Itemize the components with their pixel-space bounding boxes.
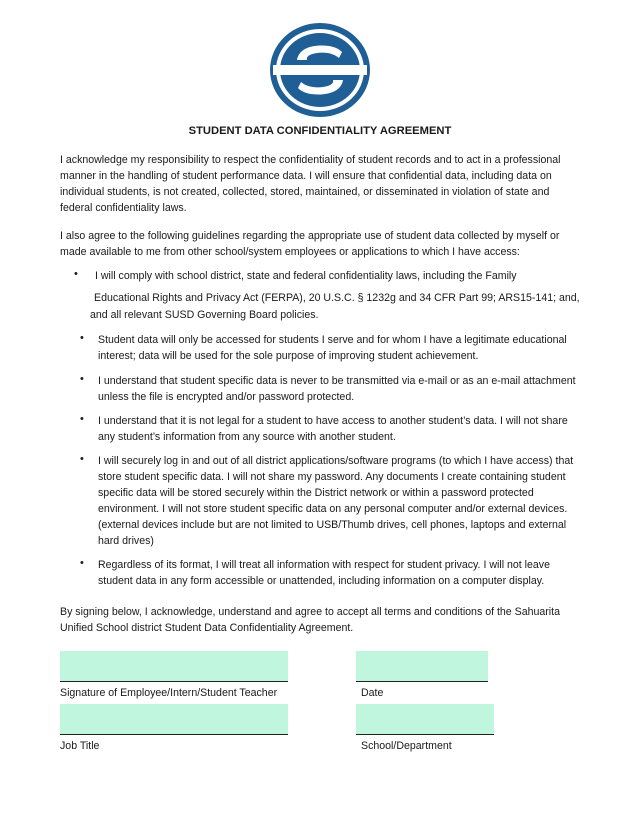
list-item-text: Regardless of its format, I will treat all information with respect for student privacy. I will not leave student data in any form accessible or unattended, including information on a computer display. [98,559,550,587]
list-item-text: I understand that it is not legal for a student to have access to another student’s data. I will not share any student’s information from any source with another student. [98,415,568,443]
bullet-dot: • [74,268,78,280]
school-department-label: School/Department [361,740,452,752]
document-title: STUDENT DATA CONFIDENTIALITY AGREEMENT [188,125,452,137]
date-field[interactable] [356,651,488,682]
signature-field[interactable] [60,651,288,682]
list-item-text: I understand that student specific data is never to be transmitted via e-mail or as an e-mail attachment unless the file is encrypted and/or password protected. [98,375,576,403]
job-title-field[interactable] [60,704,288,735]
list-item-text: Student data will only be accessed for students I serve and for whom I have a legitimate educational interest; data will be used for the sole purpose of improving student achievement. [98,334,567,362]
list-item-text: and all relevant SUSD Governing Board policies. [90,309,319,321]
agreement-paragraph: By signing below, I acknowledge, understand and agree to accept all terms and conditions of the Sahuarita Unified School district Student Data Confidentiality Agreement. [60,606,560,634]
date-label: Date [361,687,384,699]
bullet-dot: • [80,413,84,425]
list-item-text: Educational Rights and Privacy Act (FERPA), 20 U.S.C. § 1232g and 34 CFR Part 99; ARS15-141; and, [94,292,580,304]
intro-paragraph: I acknowledge my responsibility to respect the confidentiality of student records and to act in a professional manner in the handling of student performance data. I will ensure that confidential data, including data on individual students, is not created, collected, stored, maintained, or disseminated in violation of state and federal confidentiality laws. [60,154,561,214]
signature-label: Signature of Employee/Intern/Student Teacher [60,687,278,699]
bullet-dot: • [80,453,84,465]
bullet-dot: • [80,373,84,385]
job-title-label: Job Title [60,740,100,752]
school-department-field[interactable] [356,704,494,735]
district-logo [269,22,371,118]
bullet-dot: • [80,332,84,344]
guidelines-paragraph: I also agree to the following guidelines regarding the appropriate use of student data collected by myself or made available to me from other school/system employees or applications to which I have access: [60,230,560,258]
list-item-text: I will securely log in and out of all district applications/software programs (to which I have access) that store student specific data. I will not share my password. Any documents I create containing student specific data will be stored securely within the District network or within a password protected environment. I will not store student specific data on any personal computer and/or external devices. (external devices include but are not limited to USB/Thumb drives, cell phones, laptops and external hard drives) [98,455,574,547]
bullet-dot: • [80,557,84,569]
list-item-text: I will comply with school district, state and federal confidentiality laws, including the Family [95,270,517,282]
